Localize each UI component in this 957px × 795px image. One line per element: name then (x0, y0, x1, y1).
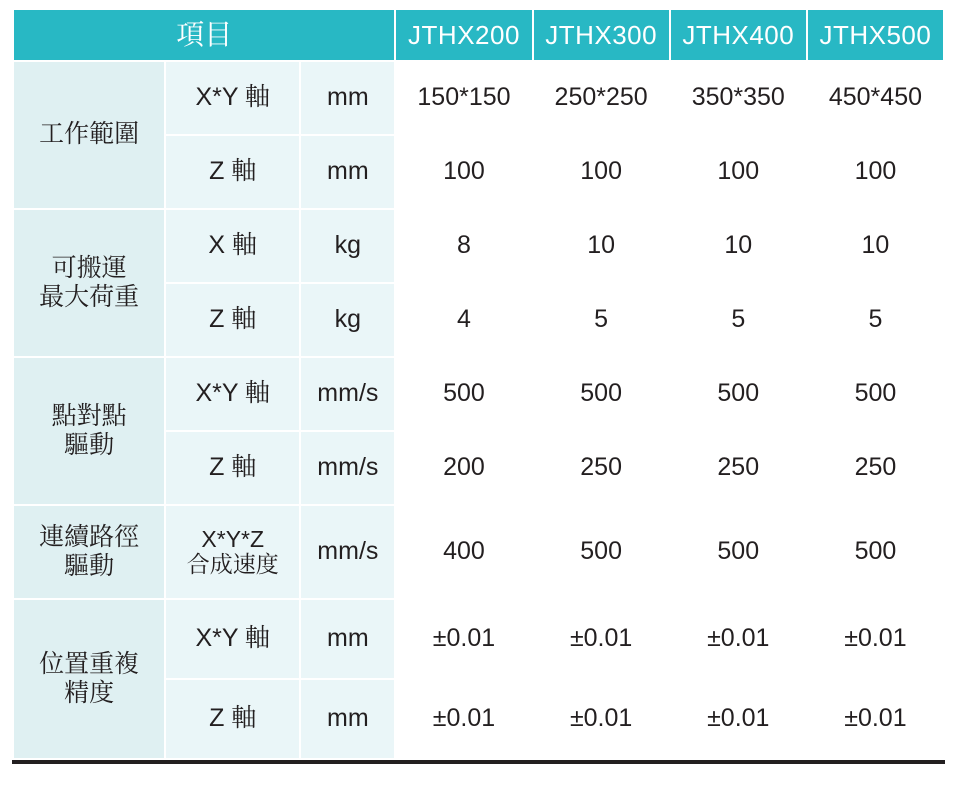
row-axis: X 軸 (165, 209, 300, 283)
row-axis: Z 軸 (165, 431, 300, 505)
cell-value: 450*450 (807, 61, 944, 135)
cell-value: 250 (533, 431, 670, 505)
row-group-line-2: 精度 (64, 679, 115, 707)
row-group-point-to-point (13, 357, 165, 505)
row-group-max-payload (13, 209, 165, 357)
row-group-repeatability (13, 599, 165, 759)
cell-value: 500 (533, 505, 670, 599)
cell-value: 100 (670, 135, 807, 209)
row-axis: Z 軸 (165, 679, 300, 759)
row-axis-line-2: 合成速度 (186, 551, 279, 577)
table-row (13, 209, 944, 283)
row-group-line-1: 點對點 (51, 401, 127, 430)
table-row (13, 357, 944, 431)
cell-value: 500 (533, 357, 670, 431)
header-item-label: 項目 (13, 9, 395, 61)
cell-value: 5 (533, 283, 670, 357)
specification-table (12, 8, 945, 760)
row-group-line-1: 連續路徑 (39, 522, 140, 551)
row-unit: mm (300, 61, 395, 135)
row-axis: Z 軸 (165, 135, 300, 209)
cell-value: 500 (807, 357, 944, 431)
cell-value: ±0.01 (533, 599, 670, 679)
cell-value: 500 (395, 357, 532, 431)
row-axis: X*Y 軸 (165, 357, 300, 431)
cell-value: 400 (395, 505, 532, 599)
cell-value: ±0.01 (533, 679, 670, 759)
cell-value: 200 (395, 431, 532, 505)
cell-value: ±0.01 (395, 599, 532, 679)
cell-value: 250 (670, 431, 807, 505)
cell-value: ±0.01 (807, 599, 944, 679)
header-model-3: JTHX400 (670, 9, 807, 61)
cell-value: 10 (533, 209, 670, 283)
cell-value: ±0.01 (395, 679, 532, 759)
cell-value: 5 (807, 283, 944, 357)
cell-value: ±0.01 (670, 679, 807, 759)
cell-value: 350*350 (670, 61, 807, 135)
cell-value: 500 (807, 505, 944, 599)
table-bottom-rule (12, 760, 945, 764)
row-unit: mm (300, 135, 395, 209)
cell-value: 250*250 (533, 61, 670, 135)
header-model-4: JTHX500 (807, 9, 944, 61)
row-group-line-2: 最大荷重 (39, 283, 140, 311)
cell-value: 10 (807, 209, 944, 283)
row-group-line-1: 位置重複 (39, 649, 140, 678)
row-group-work-range: 工作範圍 (13, 61, 165, 209)
cell-value: 250 (807, 431, 944, 505)
table-header-row (13, 9, 944, 61)
row-group-line-2: 驅動 (64, 431, 115, 459)
row-unit: mm/s (300, 505, 395, 599)
table-row (13, 505, 944, 599)
row-unit: mm/s (300, 357, 395, 431)
cell-value: 10 (670, 209, 807, 283)
header-model-2: JTHX300 (533, 9, 670, 61)
table-row (13, 599, 944, 679)
row-unit: kg (300, 209, 395, 283)
cell-value: 150*150 (395, 61, 532, 135)
cell-value: 100 (395, 135, 532, 209)
row-group-line-2: 驅動 (64, 552, 115, 580)
row-unit: mm (300, 679, 395, 759)
row-axis: X*Y 軸 (165, 61, 300, 135)
cell-value: 5 (670, 283, 807, 357)
table-row (13, 61, 944, 135)
row-axis: X*Y 軸 (165, 599, 300, 679)
row-unit: mm/s (300, 431, 395, 505)
row-axis-line-1: X*Y*Z (201, 525, 265, 552)
cell-value: 500 (670, 505, 807, 599)
row-unit: mm (300, 599, 395, 679)
cell-value: 100 (807, 135, 944, 209)
cell-value: 8 (395, 209, 532, 283)
row-axis: Z 軸 (165, 283, 300, 357)
cell-value: ±0.01 (670, 599, 807, 679)
row-group-line-1: 可搬運 (51, 253, 127, 282)
row-axis (165, 505, 300, 599)
cell-value: 500 (670, 357, 807, 431)
header-model-1: JTHX200 (395, 9, 532, 61)
cell-value: 100 (533, 135, 670, 209)
row-group-continuous-path (13, 505, 165, 599)
cell-value: ±0.01 (807, 679, 944, 759)
row-unit: kg (300, 283, 395, 357)
cell-value: 4 (395, 283, 532, 357)
